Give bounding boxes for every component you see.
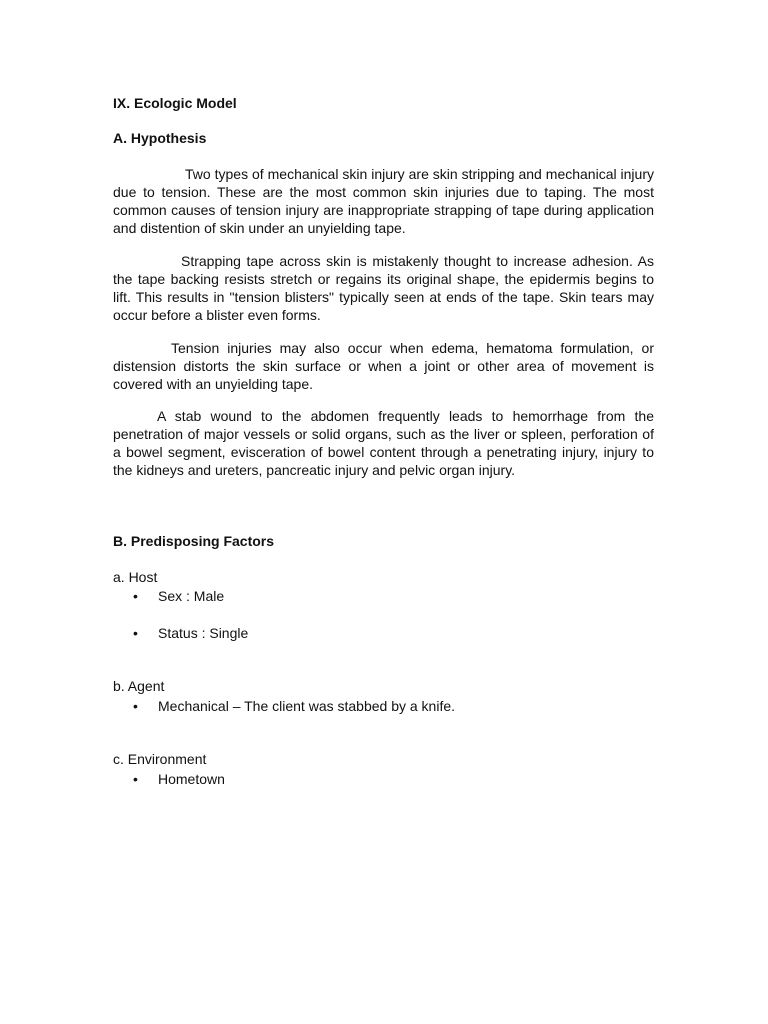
paragraph-2: Strapping tape across skin is mistakenly thought to increase adhesion. As the tape backing resists stretch or regains its original shape, the epidermis begins to lift. This results in "tension blisters" typically seen at ends of the tape. Skin tears may occur before a blister even forms. (113, 253, 654, 323)
paragraph-4: A stab wound to the abdomen frequently leads to hemorrhage from the penetration of major vessels or solid organs, such as the liver or spleen, perforation of a bowel segment, evisceration of bowel content through a penetrating injury, injury to the kidneys and ureters, pancreatic injury and pelvic organ injury. (113, 408, 654, 478)
bullet-icon: • (133, 588, 138, 604)
agent-section (113, 677, 654, 715)
environment-label: c. Environment (113, 751, 207, 767)
agent-label: b. Agent (113, 678, 165, 694)
list-item (113, 770, 654, 788)
environment-item-hometown: Hometown (158, 771, 225, 787)
host-item-status: Status : Single (158, 625, 249, 641)
bullet-icon: • (133, 771, 138, 787)
subsection-predisposing-title: B. Predisposing Factors (113, 533, 275, 549)
host-item-sex: Sex : Male (158, 588, 225, 604)
paragraph-3: Tension injuries may also occur when edema, hematoma formulation, or distension distorts the skin surface or when a joint or other area of movement is covered with an unyielding tape. (113, 340, 654, 392)
agent-item-mechanical: Mechanical – The client was stabbed by a knife. (158, 698, 456, 714)
environment-section (113, 750, 654, 788)
host-section (113, 568, 654, 642)
bullet-icon: • (133, 698, 138, 714)
list-item (113, 587, 654, 605)
paragraph-1: Two types of mechanical skin injury are skin stripping and mechanical injury due to tension. These are the most common skin injuries due to taping. The most common causes of tension injury are inappropriate strapping of tape during application and distention of skin under an unyielding tape. (113, 166, 654, 236)
host-label: a. Host (113, 569, 158, 585)
subsection-hypothesis-title: A. Hypothesis (113, 130, 207, 146)
list-item (113, 624, 654, 642)
section-title: IX. Ecologic Model (113, 95, 237, 111)
list-item (113, 697, 654, 715)
bullet-icon: • (133, 625, 138, 641)
